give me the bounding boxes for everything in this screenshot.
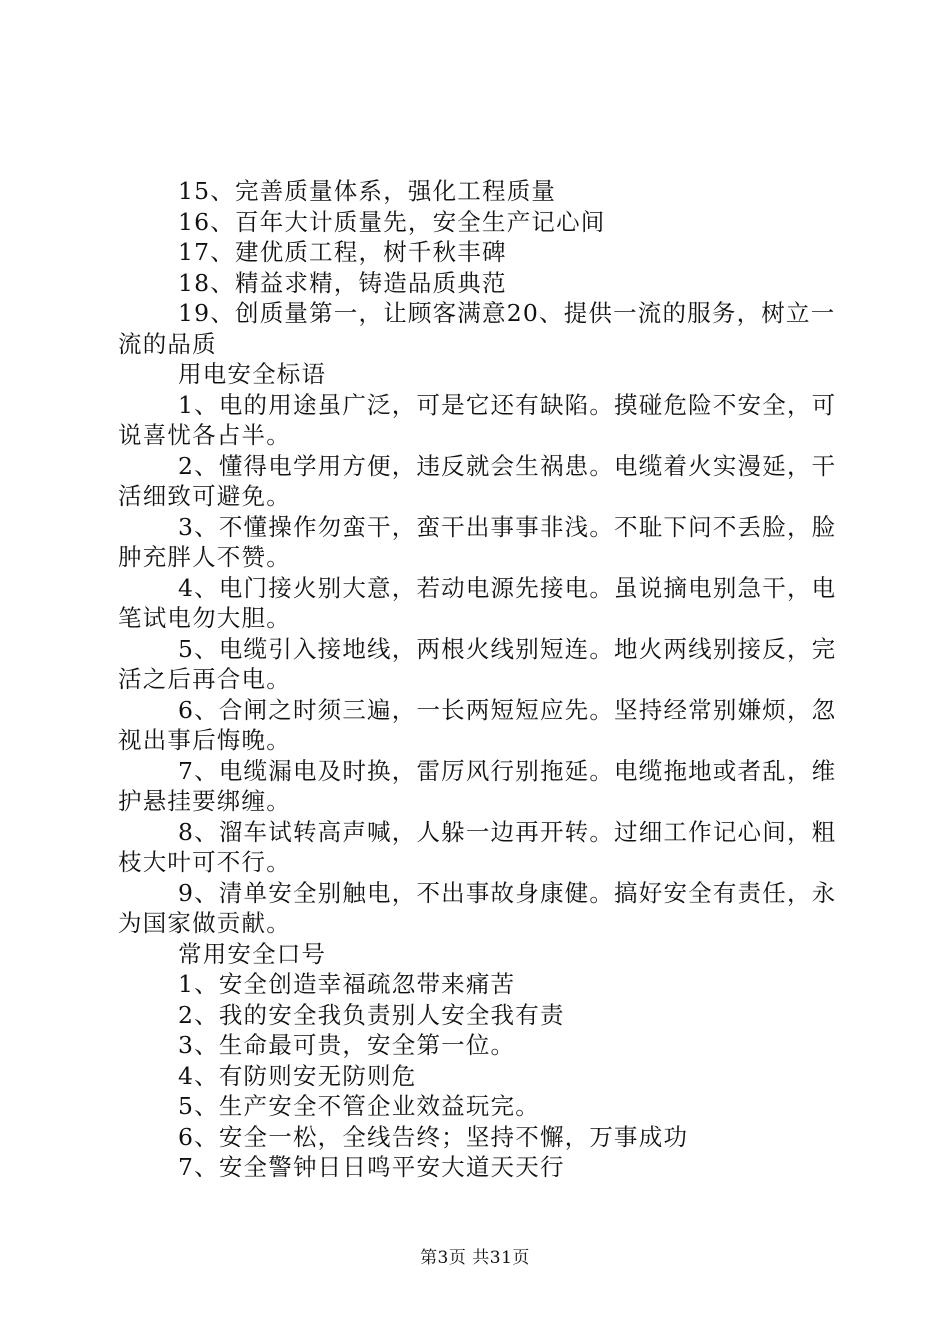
paragraph-electrical-3: 3、不懂操作勿蛮干，蛮干出事事非浅。不耻下问不丢脸，脸肿充胖人不赞。 [118, 512, 837, 571]
paragraph-electrical-1: 1、电的用途虽广泛，可是它还有缺陷。摸碰危险不安全，可说喜忧各占半。 [118, 390, 837, 449]
paragraph-quality-15: 15、完善质量体系，强化工程质量 [178, 177, 557, 205]
paragraph-slogan-5: 5、生产安全不管企业效益玩完。 [178, 1092, 540, 1120]
paragraph-electrical-7: 7、电缆漏电及时换，雷厉风行别拖延。电缆拖地或者乱，维护悬挂要绑缠。 [118, 756, 837, 815]
paragraph-electrical-2: 2、懂得电学用方便，违反就会生祸患。电缆着火实漫延，干活细致可避免。 [118, 451, 837, 510]
section-heading-common-slogans: 常用安全口号 [178, 939, 327, 968]
document-body [118, 176, 840, 1183]
paragraph-quality-19-20: 19、创质量第一，让顾客满意20、提供一流的服务，树立一流的品质 [118, 299, 836, 358]
paragraph-quality-16: 16、百年大计质量先，安全生产记心间 [178, 207, 606, 236]
paragraph-slogan-1: 1、安全创造幸福疏忽带来痛苦 [178, 970, 516, 998]
paragraph-electrical-8: 8、溜车试转高声喊，人躲一边再开转。过细工作记心间，粗枝大叶可不行。 [118, 817, 837, 876]
section-heading-electrical-safety: 用电安全标语 [178, 360, 327, 388]
paragraph-slogan-4: 4、有防则安无防则危 [178, 1061, 417, 1090]
paragraph-slogan-2: 2、我的安全我负责别人安全我有责 [178, 1000, 565, 1029]
paragraph-electrical-4: 4、电门接火别大意，若动电源先接电。虽说摘电别急干，电笔试电勿大胆。 [118, 573, 837, 632]
paragraph-electrical-6: 6、合闸之时须三遍，一长两短短应先。坚持经常别嫌烦，忽视出事后悔晚。 [118, 695, 837, 754]
paragraph-electrical-5: 5、电缆引入接地线，两根火线别短连。地火两线别接反，完活之后再合电。 [118, 634, 837, 693]
paragraph-slogan-7: 7、安全警钟日日鸣平安大道天天行 [178, 1153, 565, 1181]
paragraph-slogan-3: 3、生命最可贵，安全第一位。 [178, 1031, 516, 1059]
paragraph-quality-18: 18、精益求精，铸造品质典范 [178, 268, 507, 297]
paragraph-quality-17: 17、建优质工程，树千秋丰碑 [178, 238, 507, 266]
paragraph-slogan-6: 6、安全一松，全线告终；坚持不懈，万事成功 [178, 1122, 689, 1151]
page-number-footer: 第3页 共31页 [420, 1248, 530, 1268]
paragraph-electrical-9: 9、清单安全别触电，不出事故身康健。搞好安全有责任，永为国家做贡献。 [118, 878, 837, 937]
